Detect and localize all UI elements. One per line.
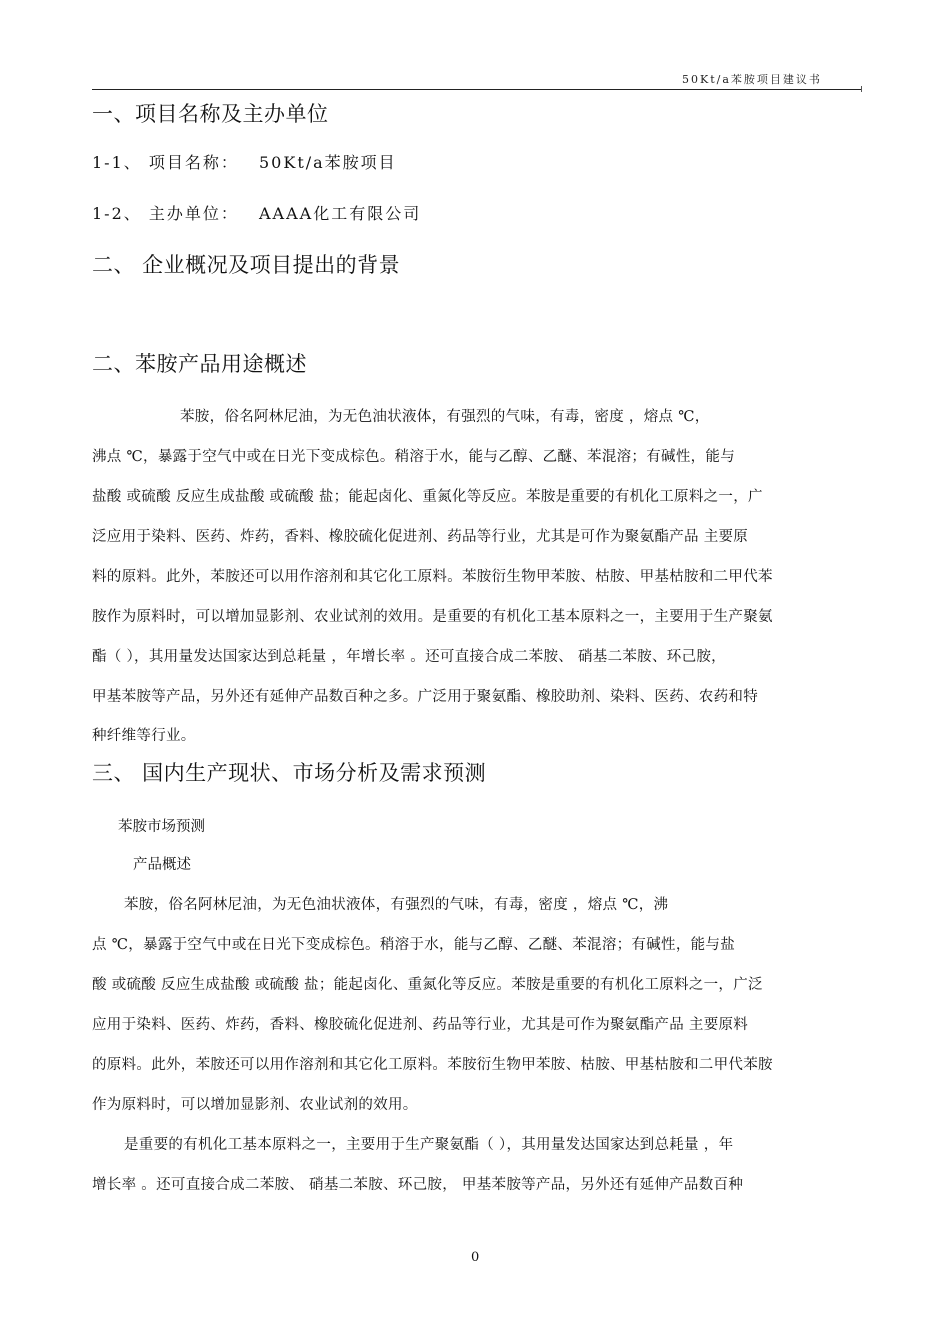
page-number: 0 [471, 1250, 480, 1265]
para1-line: 酯（ ），其用量发达国家达到总耗量 ，年增长率 。还可直接合成二苯胺、 硝基二苯胺、环己胺， [92, 649, 726, 665]
para1-line: 料的原料。此外，苯胺还可以用作溶剂和其它化工原料。苯胺衍生物甲苯胺、枯胺、甲基枯胺和二甲代苯 [92, 569, 773, 585]
para1-line: 盐酸 或硫酸 反应生成盐酸 或硫酸 盐；能起卤化、重氮化等反应。苯胺是重要的有机化工原料之一，广 [92, 489, 763, 505]
subheading-product-overview: 产品概述 [133, 857, 191, 873]
para2-line: 应用于染料、医药、炸药，香料、橡胶硫化促进剂、药品等行业，尤其是可作为聚氨酯产品 主要原料 [92, 1017, 749, 1033]
para2-line: 的原料。此外，苯胺还可以用作溶剂和其它化工原料。苯胺衍生物甲苯胺、枯胺、甲基枯胺和二甲代苯胺 [92, 1057, 773, 1073]
section-1-title: 一、项目名称及主办单位 [92, 102, 329, 126]
para1-line: 泛应用于染料、医药、炸药，香料、橡胶硫化促进剂、药品等行业，尤其是可作为聚氨酯产品 主要原 [92, 529, 749, 545]
running-header: 50Kt/a苯胺项目建议书 [682, 73, 822, 86]
item-project-name [92, 150, 397, 173]
section-2-title: 二、 企业概况及项目提出的背景 [92, 253, 401, 277]
para1-line: 苯胺，俗名阿林尼油，为无色油状液体，有强烈的气味，有毒，密度 ，熔点 ℃， [180, 409, 710, 425]
para2-line: 苯胺，俗名阿林尼油，为无色油状液体，有强烈的气味，有毒，密度 ，熔点 ℃，沸 [124, 897, 669, 913]
item-project-name-label: 1-1、 项目名称： [92, 153, 239, 172]
para2-line: 作为原料时，可以增加显影剂、农业试剂的效用。 [92, 1097, 418, 1113]
header-rule-tick [861, 86, 862, 92]
section-2b-title: 二、苯胺产品用途概述 [92, 352, 307, 376]
item-sponsor-value: AAAA化工有限公司 [259, 204, 422, 223]
subheading-market-forecast: 苯胺市场预测 [118, 819, 205, 835]
header-rule [92, 89, 862, 90]
item-sponsor-label: 1-2、 主办单位： [92, 204, 239, 223]
para2-line: 酸 或硫酸 反应生成盐酸 或硫酸 盐；能起卤化、重氮化等反应。苯胺是重要的有机化工原料之一，广泛 [92, 977, 763, 993]
para2-line: 点 ℃，暴露于空气中或在日光下变成棕色。稍溶于水，能与乙醇、乙醚、苯混溶；有碱性，能与盐 [92, 937, 736, 953]
para1-line: 种纤维等行业。 [92, 728, 196, 744]
para3-line: 是重要的有机化工基本原料之一，主要用于生产聚氨酯（ ），其用量发达国家达到总耗量 ，年 [124, 1137, 734, 1153]
para1-line: 沸点 ℃，暴露于空气中或在日光下变成棕色。稍溶于水，能与乙醇、乙醚、苯混溶；有碱性，能与 [92, 449, 736, 465]
section-3-title: 三、 国内生产现状、市场分析及需求预测 [92, 761, 487, 785]
para3-line: 增长率 。还可直接合成二苯胺、 硝基二苯胺、环己胺， 甲基苯胺等产品，另外还有延伸产品数百种 [92, 1177, 744, 1193]
item-sponsor [92, 201, 421, 224]
para1-line: 胺作为原料时，可以增加显影剂、农业试剂的效用。是重要的有机化工基本原料之一，主要用于生产聚氨 [92, 609, 773, 625]
item-project-name-value: 50Kt/a苯胺项目 [259, 153, 397, 172]
para1-line: 甲基苯胺等产品，另外还有延伸产品数百种之多。广泛用于聚氨酯、橡胶助剂、染料、医药、农药和特 [92, 689, 758, 705]
